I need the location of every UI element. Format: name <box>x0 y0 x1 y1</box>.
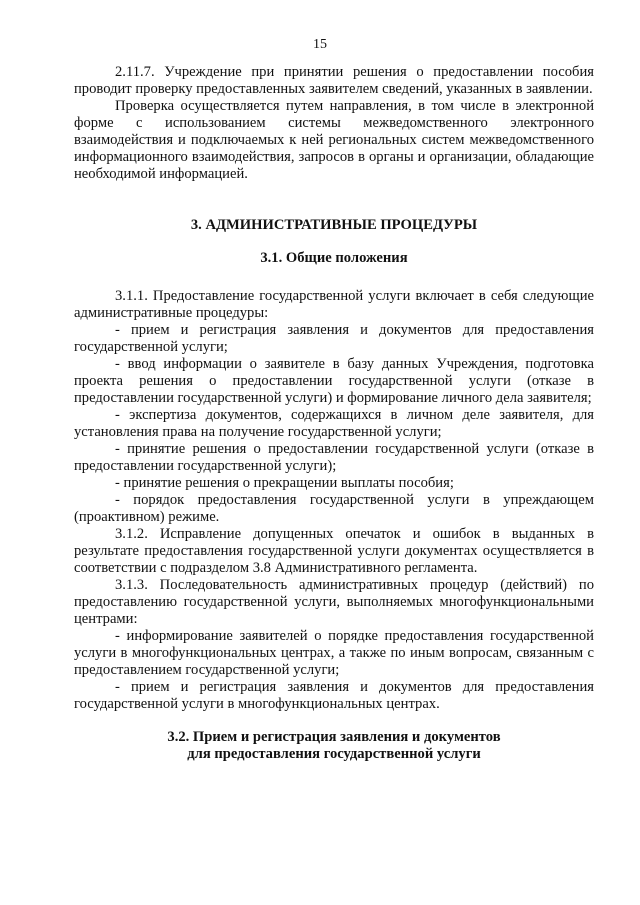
document-body <box>74 64 594 763</box>
page-number: 15 <box>313 37 327 52</box>
list-item: - экспертиза документов, содержащихся в личном деле заявителя, для установления права на получение государственной услуги; <box>74 407 594 440</box>
list-item: - прием и регистрация заявления и документов для предоставления государственной услуги в многофункциональных центрах. <box>74 679 594 712</box>
list-item: - прием и регистрация заявления и документов для предоставления государственной услуги; <box>74 322 594 355</box>
section-heading: 3. АДМИНИСТРАТИВНЫЕ ПРОЦЕДУРЫ <box>190 217 478 233</box>
list-item: - информирование заявителей о порядке предоставления государственной услуги в многофункциональных центрах, а также по иным вопросам, связанным с предоставлением государственной услуги; <box>74 628 594 678</box>
list-item: - принятие решения о предоставлении государственной услуги (отказе в предоставлении государственной услуги); <box>74 441 594 474</box>
paragraph-2-11-7: 2.11.7. Учреждение при принятии решения о предоставлении пособия проводит проверку предоставленных заявителем сведений, указанных в заявлении. <box>74 64 594 97</box>
paragraph-3-1-2: 3.1.2. Исправление допущенных опечаток и ошибок в выданных в результате предоставления государственной услуги документах осуществляется в соответствии с подразделом 3.8 Административного регламента. <box>74 526 594 576</box>
subsection-heading-3-2 <box>74 729 594 763</box>
paragraph-verification: Проверка осуществляется путем направления, в том числе в электронной форме с использованием системы межведомственного электронного взаимодействия и подключаемых к ней региональных систем межведомственного информационного взаимодействия, запросов в органы и организации, обладающие необходимой информацией. <box>74 98 594 182</box>
list-item: - ввод информации о заявителе в базу данных Учреждения, подготовка проекта решения о предоставлении государственной услуги (отказе в предоставлении государственной услуги) и формирование личного дела заявителя; <box>74 356 594 406</box>
subsection-heading: 3.1. Общие положения <box>260 250 408 266</box>
heading-line-2: для предоставления государственной услуги <box>187 746 481 762</box>
list-item: - порядок предоставления государственной услуги в упреждающем (проактивном) режиме. <box>74 492 594 525</box>
list-item: - принятие решения о прекращении выплаты пособия; <box>115 475 454 491</box>
heading-line-1: 3.2. Прием и регистрация заявления и документов <box>167 729 501 745</box>
paragraph-3-1-3: 3.1.3. Последовательность административных процедур (действий) по предоставлению государственной услуги, выполняемых многофункциональными центрами: <box>74 577 594 627</box>
paragraph-3-1-1: 3.1.1. Предоставление государственной услуги включает в себя следующие административные процедуры: <box>74 288 594 321</box>
